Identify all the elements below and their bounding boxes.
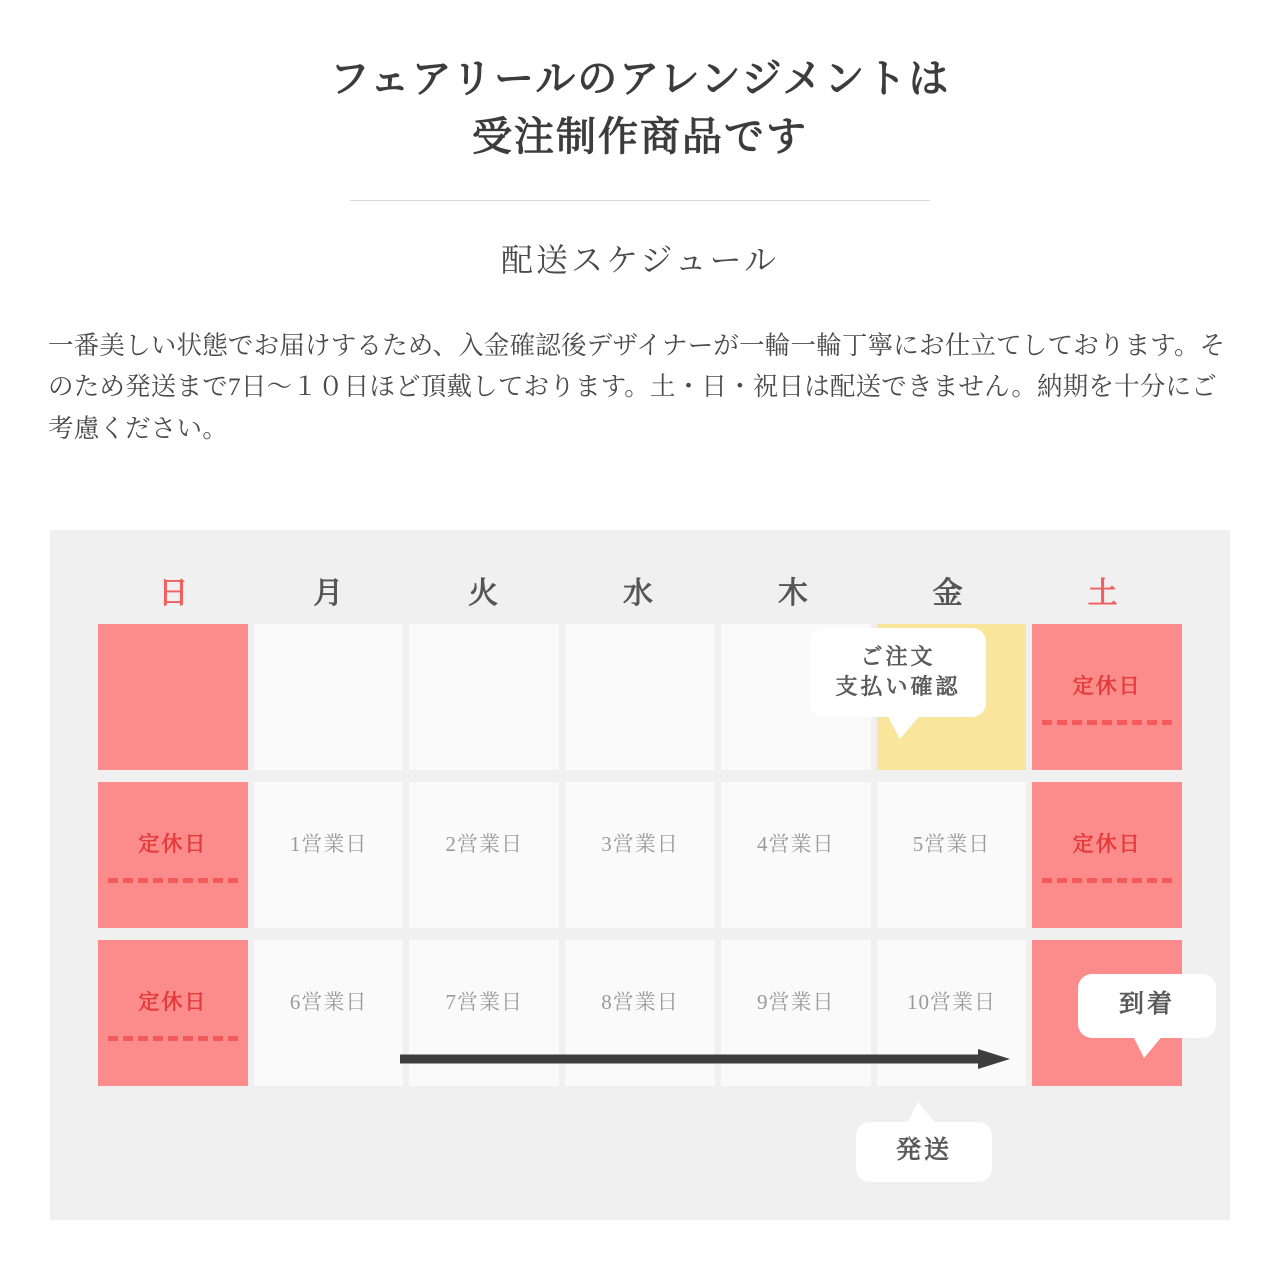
bubble-order bbox=[810, 628, 986, 717]
calendar-cell bbox=[98, 624, 248, 770]
calendar-cell bbox=[254, 940, 404, 1086]
calendar-cell-label: 3営業日 bbox=[601, 832, 679, 856]
weekday-thursday: 木 bbox=[777, 577, 812, 610]
calendar-cell bbox=[565, 782, 715, 928]
weekday-sunday: 日 bbox=[158, 577, 193, 610]
calendar-week-row bbox=[50, 782, 1230, 928]
calendar-cell-label: 10営業日 bbox=[906, 990, 996, 1014]
weekday-wednesday: 水 bbox=[623, 577, 657, 610]
page-title bbox=[0, 0, 1280, 166]
closed-dash-line bbox=[1042, 720, 1172, 725]
calendar-cell-label: 7営業日 bbox=[445, 990, 524, 1014]
calendar-panel bbox=[50, 530, 1230, 1220]
weekday-saturday: 土 bbox=[1087, 577, 1122, 610]
closed-dash-line bbox=[1042, 878, 1172, 883]
lead-paragraph: 一番美しい状態でお届けするため、入金確認後デザイナーが一輪一輪丁寧にお仕立てしております。そのため発送まで7日〜１０日ほど頂戴しております。土・日・祝日は配送できません。納期を十分にご考慮ください。 bbox=[48, 331, 1226, 443]
calendar-cell-closed bbox=[1032, 782, 1182, 928]
bubble-arrival: 到着 bbox=[1078, 974, 1216, 1038]
section-subtitle: 配送スケジュール bbox=[500, 242, 780, 278]
bubble-order-line-2: 支払い確認 bbox=[835, 673, 961, 699]
calendar-cell-label: 5営業日 bbox=[912, 832, 991, 856]
calendar-cell-label: 定休日 bbox=[138, 832, 208, 856]
page-title-line-2: 受注制作商品です bbox=[472, 114, 808, 159]
calendar-cell-label: 8営業日 bbox=[601, 990, 679, 1014]
delivery-arrow-icon bbox=[398, 1048, 1012, 1070]
calendar-cell bbox=[409, 782, 559, 928]
title-divider bbox=[350, 200, 930, 201]
calendar-cell-label: 6営業日 bbox=[289, 990, 368, 1014]
calendar-cell bbox=[877, 782, 1027, 928]
bubble-shipping: 発送 bbox=[856, 1122, 992, 1182]
calendar-cell bbox=[254, 782, 404, 928]
calendar-cell-closed bbox=[98, 940, 248, 1086]
calendar-cell bbox=[254, 624, 404, 770]
weekday-monday: 月 bbox=[313, 577, 348, 610]
calendar-cell-closed bbox=[98, 782, 248, 928]
calendar-cell-label: 定休日 bbox=[1072, 674, 1142, 698]
calendar-week-row bbox=[50, 624, 1230, 770]
closed-dash-line bbox=[108, 878, 238, 883]
weekday-tuesday: 火 bbox=[468, 577, 503, 610]
calendar-cell bbox=[565, 624, 715, 770]
calendar-cell-label: 2営業日 bbox=[445, 832, 524, 856]
calendar-cell-label: 4営業日 bbox=[756, 832, 835, 856]
calendar-cell-label: 定休日 bbox=[138, 990, 208, 1014]
bubble-order-line-1: ご注文 bbox=[860, 644, 936, 669]
calendar-cell bbox=[409, 624, 559, 770]
calendar-cell bbox=[721, 782, 871, 928]
weekday-friday: 金 bbox=[932, 577, 967, 610]
page-title-line-1: フェアリールのアレンジメントは bbox=[329, 56, 951, 101]
calendar-cell-label: 定休日 bbox=[1072, 832, 1142, 856]
weekday-header-row bbox=[50, 568, 1230, 612]
calendar-cell-closed bbox=[1032, 624, 1182, 770]
closed-dash-line bbox=[108, 1036, 238, 1041]
calendar-cell-label: 9営業日 bbox=[756, 990, 835, 1014]
calendar-cell-label: 1営業日 bbox=[289, 832, 368, 856]
